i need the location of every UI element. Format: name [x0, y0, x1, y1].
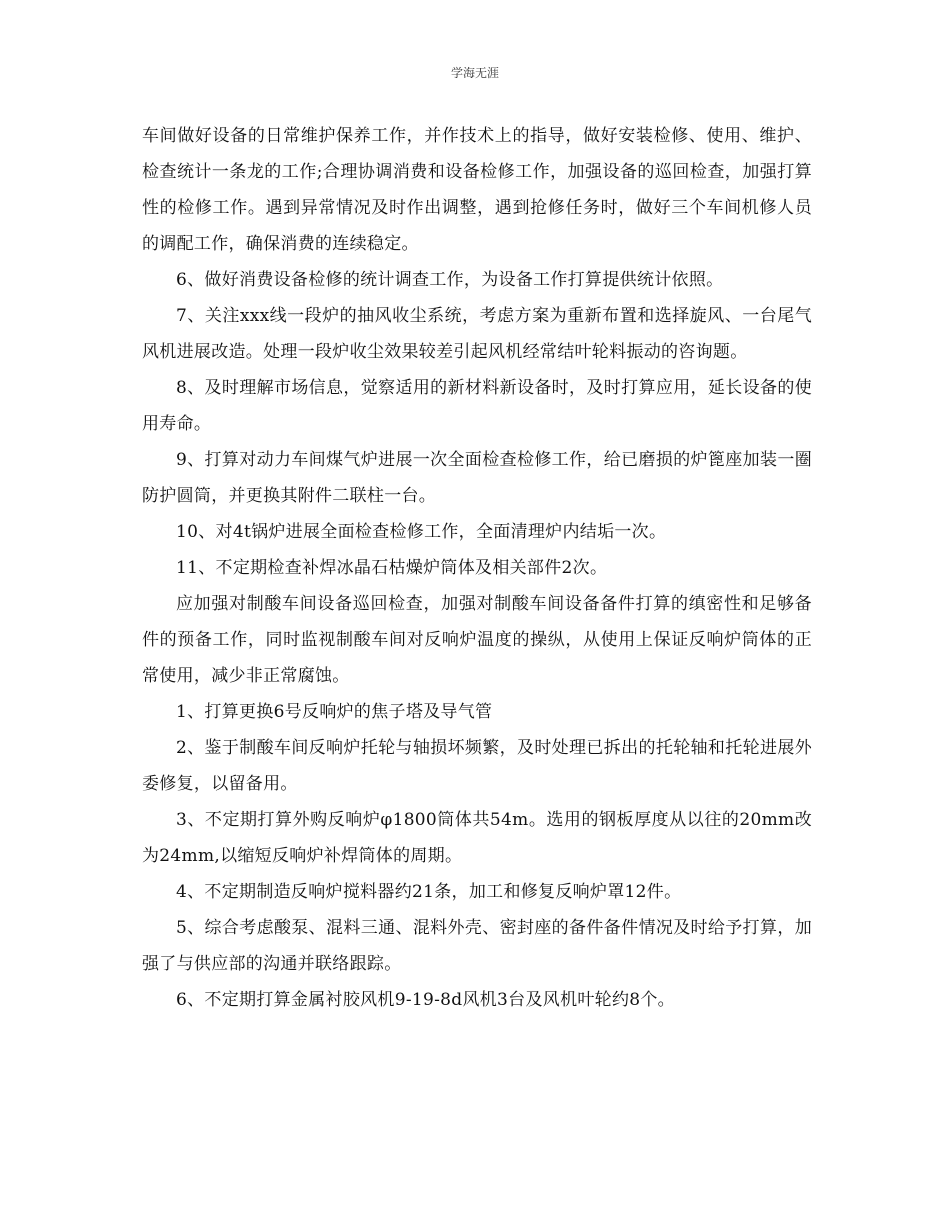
paragraph-2: 7、关注xxx线一段炉的抽风收尘系统，考虑方案为重新布置和选择旋风、一台尾气风机进展改造。处理一段炉收尘效果较差引起风机经常结叶轮料振动的咨询题。 [142, 306, 812, 362]
paragraph-4: 9、打算对动力车间煤气炉进展一次全面检查检修工作，给已磨损的炉篦座加装一圈防护圆筒，并更换其附件二联柱一台。 [142, 450, 812, 506]
paragraph-13: 6、不定期打算金属衬胶风机9-19-8d风机3台及风机叶轮约8个。 [176, 990, 675, 1010]
paragraph-7: 应加强对制酸车间设备巡回检查，加强对制酸车间设备备件打算的缜密性和足够备件的预备工作，同时监视制酸车间对反响炉温度的操纵，从使用上保证反响炉筒体的正常使用，减少非正常腐蚀。 [142, 594, 812, 686]
paragraph-12: 5、综合考虑酸泵、混料三通、混料外壳、密封座的备件备件情况及时给予打算，加强了与供应部的沟通并联络跟踪。 [142, 918, 812, 974]
paragraph-5: 10、对4t锅炉进展全面检查检修工作，全面清理炉内结垢一次。 [176, 522, 667, 542]
paragraph-0: 车间做好设备的日常维护保养工作，并作技术上的指导，做好安装检修、使用、维护、检查统计一条龙的工作;合理协调消费和设备检修工作，加强设备的巡回检查，加强打算性的检修工作。遇到异常情况及时作出调整，遇到抢修任务时，做好三个车间机修人员的调配工作，确保消费的连续稳定。 [142, 126, 812, 254]
paragraph-3: 8、及时理解市场信息，觉察适用的新材料新设备时，及时打算应用，延长设备的使用寿命。 [142, 378, 812, 434]
paragraph-11: 4、不定期制造反响炉搅料器约21条，加工和修复反响炉罩12件。 [176, 882, 682, 902]
paragraph-9: 2、鉴于制酸车间反响炉托轮与轴损坏频繁，及时处理已拆出的托轮轴和托轮进展外委修复，以留备用。 [142, 738, 812, 794]
document-body [142, 118, 812, 1018]
page-header: 学海无涯 [450, 66, 499, 80]
paragraph-10: 3、不定期打算外购反响炉φ1800筒体共54m。选用的钢板厚度从以往的20mm改为24mm,以缩短反响炉补焊筒体的周期。 [142, 810, 812, 866]
paragraph-1: 6、做好消费设备检修的统计调查工作，为设备工作打算提供统计依照。 [176, 270, 724, 290]
paragraph-6: 11、不定期检查补焊冰晶石枯燥炉筒体及相关部件2次。 [176, 558, 608, 578]
paragraph-8: 1、打算更换6号反响炉的焦子塔及导气管 [176, 702, 493, 722]
